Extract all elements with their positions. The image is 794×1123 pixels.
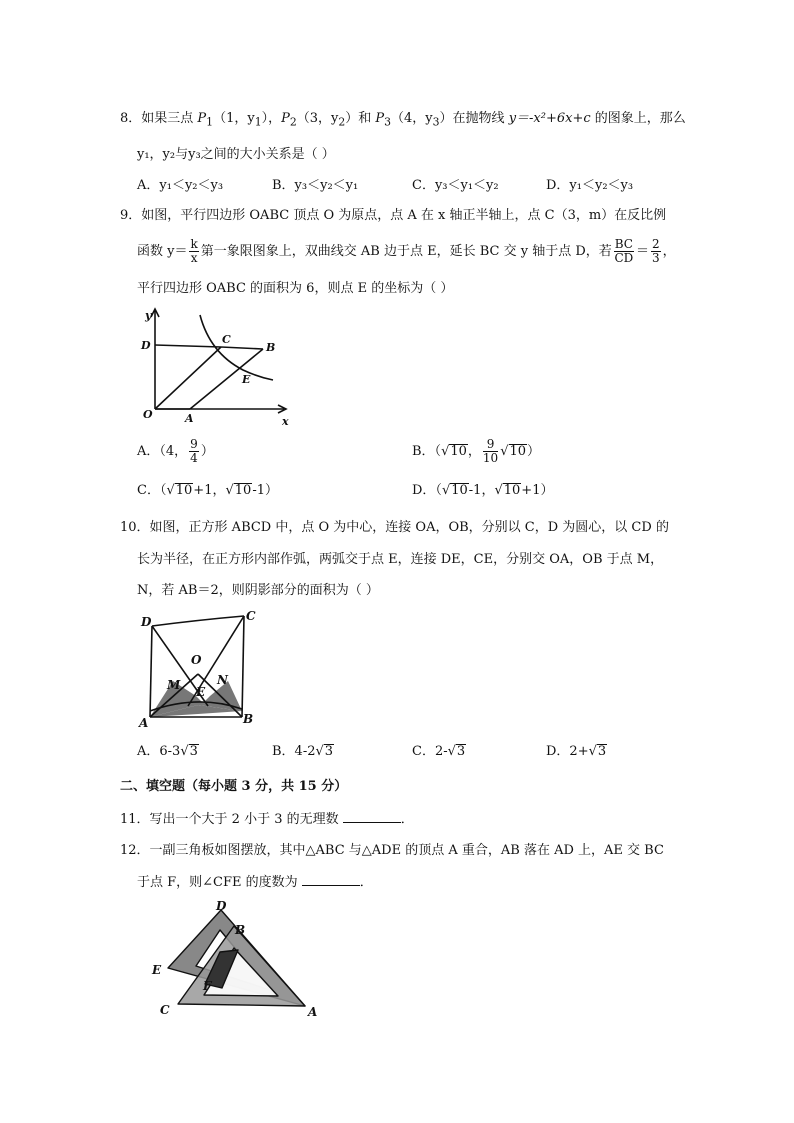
q10-opt-c-sqrt: √3 — [447, 744, 466, 759]
q9-option-c[interactable] — [137, 482, 278, 500]
q8-p3-coord: （4，y — [391, 111, 433, 126]
q9-label-b: B — [266, 341, 276, 354]
q9-fraction-kx — [189, 238, 198, 265]
q12-label-c: C — [160, 1003, 170, 1017]
q11-answer-blank[interactable] — [343, 810, 401, 823]
q9-opt-b-den: 10 — [482, 451, 499, 465]
q12-figure — [150, 898, 330, 1023]
q9-opt-d-post: +1） — [521, 483, 554, 498]
q12-label-a: A — [308, 1005, 318, 1019]
q9-opt-b-r1: 10 — [450, 444, 467, 459]
q10-opt-b-pre: B．4-2 — [272, 744, 316, 759]
q11-end: ． — [400, 812, 414, 827]
q10-label-b: B — [243, 712, 254, 726]
q9-opt-d-mid: -1， — [468, 483, 495, 498]
q8-p1-end: ）， — [261, 111, 282, 126]
q8-y2-sub: 2 — [338, 115, 346, 129]
q10-label-c: C — [246, 609, 256, 623]
q10-opt-c-r: 3 — [456, 744, 466, 759]
q10-opt-d-r: 3 — [597, 744, 607, 759]
q8-line2: y₁，y₂与y₃之间的大小关系是（ ） — [137, 147, 335, 162]
q10-opt-a-pre: A．6-3 — [137, 744, 181, 759]
q9-opt-a-post: ） — [200, 444, 214, 459]
q9-label-y: y — [145, 309, 152, 322]
q9-label-a: A — [185, 412, 194, 425]
q9-text: 第一象限图象上，双曲线交 AB 边于点 E，延长 BC 交 y 轴于点 D，若 — [200, 244, 612, 259]
q10-label-a: A — [139, 716, 149, 730]
section-2-heading: 二、填空题（每小题 3 分，共 15 分） — [120, 779, 348, 794]
q9-cd: CD — [614, 251, 634, 265]
q8-p3-sub: 3 — [384, 115, 392, 129]
q12-label-e: E — [152, 963, 162, 977]
q9-func-label: 函数 y＝ — [137, 244, 188, 259]
q9-two: 2 — [652, 237, 660, 251]
q10-label-m: M — [167, 678, 181, 692]
q8-p1: P — [197, 111, 207, 126]
q10-opt-a-sqrt: √3 — [180, 744, 198, 759]
q10-figure — [138, 606, 268, 730]
q9-side-oc — [155, 347, 221, 409]
q8-y1-sub: 1 — [254, 115, 262, 129]
q10-opt-b-r: 3 — [324, 744, 334, 759]
q12-label-f: F — [203, 979, 212, 993]
q10-opt-d-pre: D．2+ — [546, 744, 589, 759]
q8-option-a[interactable]: A．y₁＜y₂＜y₃ — [137, 178, 224, 193]
q10-label-e: E — [196, 685, 206, 699]
q8-p2-end: ）和 — [345, 111, 376, 126]
q8-text: 如果三点 — [141, 111, 198, 126]
q9-opt-b-sqrt1: √10 — [441, 444, 467, 459]
q9-opt-a-frac — [189, 438, 199, 465]
q12-answer-blank[interactable] — [302, 873, 360, 886]
q8-option-c[interactable]: C．y₃＜y₁＜y₂ — [412, 178, 499, 193]
q9-opt-d-r2: 10 — [503, 483, 521, 498]
q9-label-o: O — [143, 408, 153, 421]
q9-figure — [138, 305, 298, 430]
q8-option-b[interactable]: B．y₃＜y₂＜y₁ — [272, 178, 359, 193]
q10-side-da — [150, 626, 152, 717]
q9-opt-c-mid: +1， — [193, 483, 226, 498]
q9-side-cb — [221, 347, 263, 349]
q9-opt-b-sqrt2: √10 — [500, 444, 527, 459]
q12-text: 于点 F，则∠CFE 的度数为 — [137, 875, 298, 890]
q10-line1: 10．如图，正方形 ABCD 中，点 O 为中心，连接 OA，OB，分别以 C，D 为圆心，以 CD 的 — [120, 520, 669, 535]
q9-opt-a-num: 9 — [190, 437, 198, 451]
q9-x: x — [190, 251, 198, 265]
q9-opt-c-sqrt2: √10 — [225, 483, 252, 498]
q12-line1: 12．一副三角板如图摆放，其中△ABC 与△ADE 的顶点 A 重合，AB 落在 AD 上，AE 交 BC — [120, 843, 664, 858]
q9-line3: 平行四边形 OABC 的面积为 6，则点 E 的坐标为（ ） — [137, 281, 454, 296]
q9-opt-b-num: 9 — [483, 438, 498, 452]
q8-p2-coord: （3，y — [296, 111, 339, 126]
q8-line1 — [120, 110, 686, 132]
q9-k: k — [190, 237, 198, 251]
q10-opt-d-sqrt: √3 — [588, 744, 607, 759]
q8-text-end: 的图象上，那么 — [590, 111, 686, 126]
q9-option-a[interactable] — [137, 438, 214, 465]
q9-label-e: E — [242, 373, 251, 386]
q9-fraction-bc-cd — [614, 238, 634, 265]
q12-line2 — [137, 873, 373, 892]
q12-end: ． — [359, 875, 373, 890]
q9-opt-d-r1: 10 — [451, 483, 468, 498]
q9-opt-d-pre: D．（ — [412, 483, 442, 498]
q9-fraction-2-3 — [651, 238, 661, 265]
q10-opt-b-sqrt: √3 — [315, 744, 334, 759]
q9-label-d: D — [141, 339, 151, 352]
q10-label-d: D — [141, 615, 152, 629]
q9-bc: BC — [614, 237, 633, 251]
q10-square-top-arc — [152, 616, 244, 626]
q9-opt-b-pre: B．（ — [412, 444, 442, 459]
q10-option-b[interactable] — [272, 743, 334, 761]
q11-line — [120, 810, 414, 829]
q10-side-cb — [242, 616, 244, 717]
q11-text: 11．写出一个大于 2 小于 3 的无理数 — [120, 812, 339, 827]
q10-line3: N，若 AB＝2，则阴影部分的面积为（ ） — [137, 583, 379, 598]
q9-line2 — [137, 238, 676, 265]
q9-opt-c-pre: C．（ — [137, 483, 167, 498]
q10-opt-a-r: 3 — [189, 744, 198, 759]
q8-number: 8． — [120, 111, 142, 126]
q12-label-d: D — [216, 899, 227, 913]
q9-option-b[interactable] — [412, 438, 540, 465]
q9-opt-b-post: ） — [527, 444, 541, 459]
q9-opt-c-post: -1） — [252, 483, 278, 498]
q9-opt-c-r2: 10 — [234, 483, 252, 498]
q9-label-x: x — [282, 415, 289, 428]
q9-line1: 9．如图，平行四边形 OABC 顶点 O 为原点，点 A 在 x 轴正半轴上，点 C（3，m）在反比例 — [120, 208, 667, 223]
q9-opt-d-sqrt1: √10 — [441, 483, 468, 498]
q10-option-c[interactable] — [412, 743, 466, 761]
q9-opt-a-pre: A．（4， — [137, 444, 188, 459]
q8-p3-end: ）在抛物线 — [439, 111, 509, 126]
q10-line2: 长为半径，在正方形内部作弧，两弧交于点 E，连接 DE，CE，分别交 OA，OB 于点 M， — [137, 552, 664, 567]
q9-line-dc — [155, 345, 221, 347]
q9-opt-b-r2: 10 — [509, 444, 527, 459]
q8-p1-sub: 1 — [206, 115, 214, 129]
q8-p2-sub: 2 — [289, 115, 297, 129]
q8-p1-coord: （1，y — [213, 111, 255, 126]
q9-eq: ＝ — [636, 244, 650, 259]
q8-option-d[interactable]: D．y₁＜y₂＜y₃ — [546, 178, 634, 193]
q10-label-o: O — [191, 653, 202, 667]
q10-opt-c-pre: C．2- — [412, 744, 448, 759]
q8-parabola: y＝-x²+6x+c — [508, 111, 591, 126]
q9-opt-c-r1: 10 — [175, 483, 193, 498]
q9-opt-d-sqrt2: √10 — [494, 483, 521, 498]
q10-option-a[interactable] — [137, 743, 199, 761]
q8-p2: P — [281, 111, 290, 126]
q10-option-d[interactable] — [546, 743, 607, 761]
q8-y3-sub: 3 — [432, 115, 440, 129]
q9-opt-b-mid: ， — [467, 444, 481, 459]
q9-opt-b-frac — [483, 438, 498, 465]
q9-opt-c-sqrt1: √10 — [166, 483, 193, 498]
q9-option-d[interactable] — [412, 482, 553, 500]
q10-label-n: N — [217, 673, 228, 687]
q9-label-c: C — [222, 333, 231, 346]
q8-p3: P — [375, 111, 385, 126]
q9-three: 3 — [652, 251, 660, 265]
q9-comma: ， — [662, 244, 676, 259]
q9-opt-a-den: 4 — [190, 451, 198, 465]
q12-label-b: B — [235, 923, 246, 937]
